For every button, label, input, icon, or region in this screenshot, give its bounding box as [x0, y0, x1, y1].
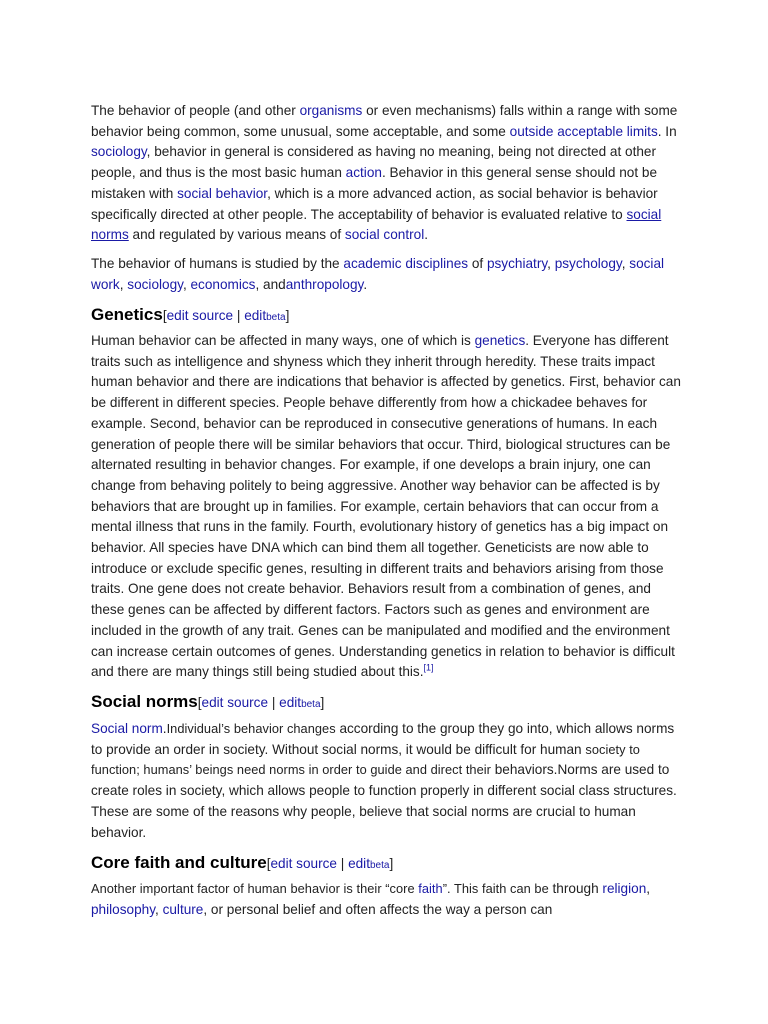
edit-links: [edit source | editbeta] [266, 856, 394, 871]
edit-beta-link[interactable]: editbeta [244, 308, 286, 323]
edit-beta-link[interactable]: editbeta [348, 856, 390, 871]
edit-source-link[interactable]: edit source [270, 856, 337, 871]
heading-social-norms [91, 689, 691, 716]
core-faith-paragraph: Another important factor of human behavior is their “core faith”. This faith can be through religion, philosophy, culture, or personal belief and often affects the way a person can [91, 881, 651, 917]
link-social-behavior[interactable]: social behavior [177, 185, 268, 201]
section-title: Genetics [91, 305, 163, 324]
citation-1[interactable]: [1] [423, 662, 434, 673]
heading-core-faith [91, 850, 691, 877]
disciplines-paragraph: The behavior of humans is studied by the academic disciplines of psychiatry, psychology, social work, sociology, economics, andanthropology. [91, 256, 665, 292]
link-social-norm[interactable]: Social norm [91, 721, 163, 736]
social-norms-paragraph: Social norm.Individual’s behavior changes according to the group they go into, which allows norms to provide an order in society. Without social norms, it would be difficult for human society to function; humans’ beings need norms in order to guide and direct their behaviors.Norms are used to create roles in society, which allows people to function properly in different social class structures. These are some of the reasons why people, believe that social norms are crucial to human behavior. [91, 721, 677, 840]
link-social-work[interactable]: social work [91, 256, 665, 292]
link-philosophy[interactable]: philosophy [91, 901, 155, 917]
edit-source-link[interactable]: edit source [166, 308, 234, 323]
edit-links: [edit source | editbeta] [197, 695, 325, 710]
link-psychology[interactable]: psychology [554, 256, 622, 271]
genetics-paragraph: Human behavior can be affected in many ways, one of which is genetics. Everyone has different traits such as intelligence and shyness which they inherit through heredity. These traits impact human behavior and there are indications that behavior is affected by genetics. First, behavior can be different in different species. People behave differently from how a chickadee behaves for example. Second, behavior can be reproduced in consecutive generations of humans. In each generation of people there will be similar behaviors that occur. Third, biological structures can be alternated resulting in behavior changes. For example, if one develops a brain injury, one can change from behaving politely to being aggressive. Another way behavior can be affected is by behaviors that are brought up in families. For example, certain behaviors that can occur from a mental illness that runs in the family. Fourth, evolutionary history of genetics has a big impact on behavior. All species have DNA which can bind them all together. Geneticists are now able to introduce or exclude specific genes, resulting in different traits and behaviors arising from those traits. One gene does not create behavior. Behaviors result from a combination of genes, and these genes can be affected by different factors. Factors such as genes and environment are included in the growth of any trait. Genes can be manipulated and modified and the environment can increase certain outcomes of genes. Understanding genetics in relation to behavior is difficult and there are many things still being studied about this.[1] [91, 333, 681, 680]
link-economics[interactable]: economics [190, 276, 256, 292]
link-outside-acceptable-limits[interactable]: outside acceptable limits [509, 123, 658, 139]
link-action[interactable]: action [345, 165, 382, 181]
link-genetics[interactable]: genetics [474, 333, 526, 348]
link-faith[interactable]: faith [418, 881, 443, 896]
link-social-norms[interactable]: social norms [91, 206, 662, 243]
link-psychiatry[interactable]: psychiatry [486, 256, 548, 271]
link-anthropology[interactable]: anthropology [285, 276, 364, 292]
intro-paragraph: The behavior of people (and other organisms or even mechanisms) falls within a range with some behavior being common, some unusual, some acceptable, and some outside acceptable limits. In sociology, behavior in general is considered as having no meaning, being not directed at other people, and thus is the most basic human action. Behavior in this general sense should not be mistaken with social behavior, which is a more advanced action, as social behavior is behavior specifically directed at other people. The acceptability of behavior is evaluated relative to social norms and regulated by various means of social control. [91, 103, 678, 243]
link-culture[interactable]: culture [162, 901, 204, 917]
link-sociology-2[interactable]: sociology [127, 276, 183, 292]
edit-beta-link[interactable]: editbeta [279, 695, 321, 710]
edit-links: [edit source | editbeta] [162, 308, 290, 323]
section-title: Core faith and culture [91, 853, 267, 872]
link-religion[interactable]: religion [602, 881, 647, 896]
link-social-control[interactable]: social control [344, 227, 425, 243]
link-academic-disciplines[interactable]: academic disciplines [343, 256, 469, 271]
link-sociology[interactable]: sociology [91, 144, 147, 160]
link-organisms[interactable]: organisms [299, 103, 363, 118]
edit-source-link[interactable]: edit source [201, 695, 269, 710]
heading-genetics [91, 302, 691, 329]
section-title: Social norms [91, 692, 198, 711]
